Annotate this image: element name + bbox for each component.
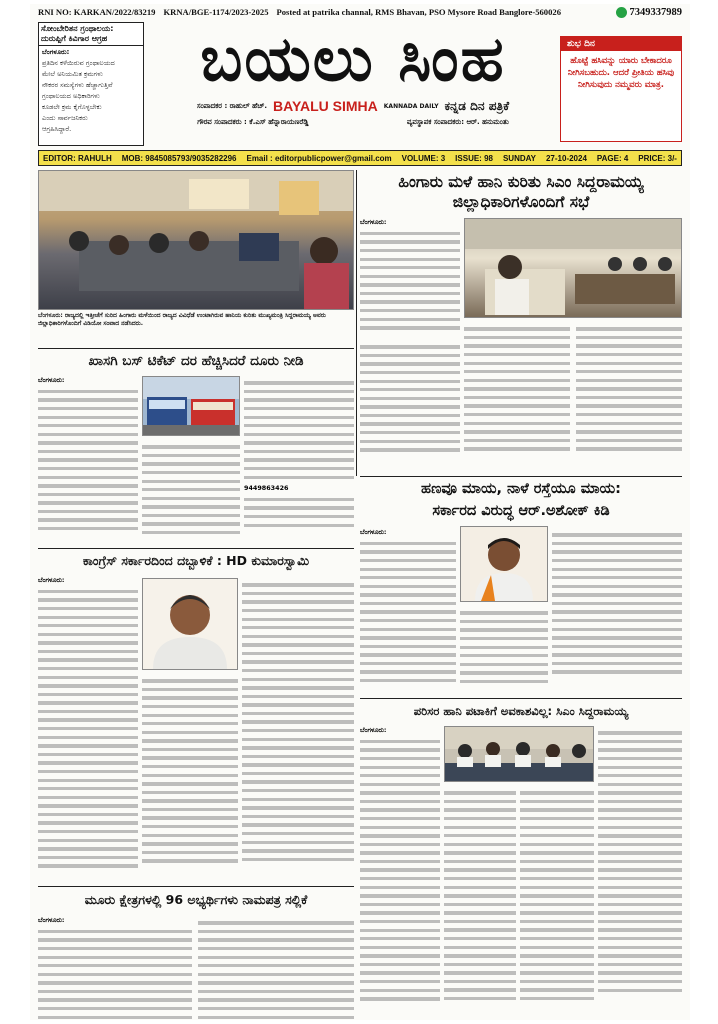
whatsapp-icon xyxy=(616,7,627,18)
bus-fare-body-col2 xyxy=(142,440,240,544)
cm-meeting-photo xyxy=(38,170,354,310)
info-price: PRICE: 3/- xyxy=(638,153,677,163)
cm-meeting-body-col1 xyxy=(360,218,460,338)
cm-meeting-body-col1b xyxy=(360,340,460,472)
left-box-line: ಗ್ರಂಥಾಲಯದ ಅಧಿಕಾರಿಗಳು xyxy=(42,92,100,100)
bypoll-dateline: ಬೆಂಗಳೂರು: xyxy=(38,916,65,924)
left-box-line: ಎಂದು ಸಾರ್ವಜನಿಕರು xyxy=(42,114,88,122)
managing-editor: ವ್ಯವಸ್ಥಾಪಕ ಸಂಪಾದಕರು: ಆರ್. ಹನುಮಂತು xyxy=(406,118,509,126)
buses-photo xyxy=(142,376,240,436)
ashok-portrait-art xyxy=(461,527,547,601)
editor-kannada: ಸಂಪಾದಕರ : ರಾಹುಲ್ ಹೆಚ್. xyxy=(196,101,268,110)
crackers-body-col2 xyxy=(444,786,516,1020)
bus-fare-dateline: ಬೆಂಗಳೂರು: xyxy=(38,376,65,384)
masthead-title: ಬಯಲು ಸಿಂಹ xyxy=(200,22,506,95)
thought-of-day-box xyxy=(560,36,682,142)
info-page: PAGE: 4 xyxy=(596,153,629,163)
left-box-line: ನೌಕರರ ಸಮಸ್ಯೆಗಳು ಹೆಚ್ಚಾಗುತ್ತಿವೆ xyxy=(42,81,113,89)
ashok-headline-1: ಹಣವೂ ಮಾಯ, ನಾಳೆ ರಸ್ತೆಯೂ ಮಾಯ: xyxy=(421,481,621,497)
info-email: Email : editorpublicpower@gmail.com xyxy=(246,153,392,163)
bus-fare-body-col1 xyxy=(38,376,138,544)
masthead-tagline: ಕನ್ನಡ ದಿನ ಪತ್ರಿಕೆ xyxy=(444,98,510,113)
ashok-headline-2: ಸರ್ಕಾರದ ವಿರುದ್ಧ ಆರ್.ಅಶೋಕ್ ಕಿಡಿ xyxy=(432,503,610,519)
ashok-body-col3 xyxy=(552,528,682,694)
section-rule xyxy=(38,348,354,349)
column-rule xyxy=(356,170,357,476)
cm-meeting-dateline: ಬೆಂಗಳೂರು: xyxy=(360,218,387,226)
ashok-body-col1 xyxy=(360,528,456,694)
buses-photo-art xyxy=(143,377,239,435)
cm-meeting-body-col2 xyxy=(464,322,570,472)
bus-fare-contact-number: 9449863426 xyxy=(244,484,289,493)
section-rule xyxy=(38,548,354,549)
cm-video-conference-photo xyxy=(464,218,682,318)
ashok-dateline: ಬೆಂಗಳೂರು: xyxy=(360,528,387,536)
info-mobile: MOB: 9845085793/9035282296 xyxy=(121,153,237,163)
section-rule xyxy=(360,698,682,699)
registration-strip xyxy=(38,4,682,20)
cm-meeting-body-col3 xyxy=(576,322,682,472)
masthead-subline xyxy=(148,98,558,114)
info-date: 27-10-2024 xyxy=(545,153,587,163)
krna-number: KRNA/BGE-1174/2023-2025 xyxy=(163,7,269,17)
ashok-photo xyxy=(460,526,548,602)
left-box-line: ಪ್ರತಿದಿನ ಕಳೆಯಿರುವ ಗ್ರಂಥಾಲಯದ xyxy=(42,59,115,67)
honorary-editor: ಗೌರವ ಸಂಪಾದಕರು : ಕೆ.ಎಸ್ ಹೆನ್ನಾರಾಯಣರೆಡ್ಡಿ xyxy=(197,118,309,126)
bus-fare-headline: ಖಾಸಗಿ ಬಸ್ ಟಿಕೆಟ್ ದರ ಹೆಚ್ಚಿಸಿದರೆ ದೂರು ನೀಡಿ xyxy=(88,353,304,369)
left-box-body xyxy=(42,47,140,145)
left-news-box xyxy=(38,22,144,146)
left-box-title: ಸೋಂಬೇರಿತನ ಗ್ರಂಥಾಲಯ: ದುರುಪ್ಪಿಗೆ ಕಿವಿಗಾರ ಆಗ್ರಹ xyxy=(39,23,143,46)
crackers-body-col3 xyxy=(520,786,594,1020)
crackers-photo-art xyxy=(445,727,593,781)
section-rule xyxy=(360,476,682,477)
crackers-dateline: ಬೆಂಗಳೂರು: xyxy=(360,726,387,734)
bypoll-body-col2 xyxy=(198,916,354,1020)
phone-text: 7349337989 xyxy=(629,6,682,18)
hdk-body-col2 xyxy=(142,674,238,882)
crackers-body-col4 xyxy=(598,726,682,1020)
masthead-english-title: BAYALU SIMHA xyxy=(273,98,378,114)
phone-number xyxy=(616,7,683,18)
info-day: SUNDAY xyxy=(502,153,536,163)
rni-number: RNI NO: KARKAN/2022/83219 xyxy=(38,7,156,17)
cm-meeting-caption: ಬೆಂಗಳೂರು: ರಾಜ್ಯದಲ್ಲಿ ಇತ್ತೀಚೆಗೆ ಸುರಿದ ಹಿಂಗಾರು ಮಳೆಯಿಂದ ರಾಜ್ಯದ ವಿವಿಧೆಡೆ ಉಂಟಾಗಿರುವ ಹಾನಿಯ ಕುರಿತು ಮುಖ್ಯಮಂತ್ರಿ ಸಿದ್ದರಾಮಯ್ಯ ಅವರು ಜಿಲ್ಲಾಧಿಕಾರಿಗಳೊಂದಿಗೆ ವಿಡಿಯೋ ಸಂವಾದ ನಡೆಸಿದರು. xyxy=(38,312,326,327)
info-bar xyxy=(38,150,682,166)
hdk-photo xyxy=(142,578,238,670)
section-rule xyxy=(38,886,354,887)
bus-fare-body-col3 xyxy=(244,376,354,544)
info-issue: ISSUE: 98 xyxy=(455,153,493,163)
hdk-body-col1 xyxy=(38,576,138,882)
hdk-headline: ಕಾಂಗ್ರೆಸ್ ಸರ್ಕಾರದಿಂದ ದಬ್ಬಾಳಿಕೆ : HD ಕುಮಾರಸ್ವಾಮಿ xyxy=(82,553,310,568)
crackers-headline: ಪರಿಸರ ಹಾನಿ ಪಟಾಕಿಗೆ ಅವಕಾಶವಿಲ್ಲ: ಸಿಎಂ ಸಿದ್ದರಾಮಯ್ಯ xyxy=(413,703,629,718)
newspaper-page xyxy=(30,4,690,1020)
bypoll-body-col1 xyxy=(38,916,192,1020)
cm-meeting-headline: ಹಿಂಗಾರು ಮಳೆ ಹಾನಿ ಕುರಿತು ಸಿಎಂ ಸಿದ್ದರಾಮಯ್ಯ ಜಿಲ್ಲಾಧಿಕಾರಿಗಳೊಂದಿಗೆ ಸಭೆ xyxy=(398,173,644,211)
hdk-portrait-art xyxy=(143,579,237,669)
info-volume: VOLUME: 3 xyxy=(401,153,446,163)
editors-line xyxy=(148,118,558,127)
posted-at: Posted at patrika channal, RMS Bhavan, PSO Mysore Road Banglore-560026 xyxy=(276,7,561,17)
crackers-body-col1 xyxy=(360,726,440,1020)
kannada-daily-label: KANNADA DAILY xyxy=(383,102,439,110)
masthead xyxy=(148,20,558,150)
ashok-body-col2 xyxy=(460,606,548,694)
bypoll-headline: ಮೂರು ಕ್ಷೇತ್ರಗಳಲ್ಲಿ 96 ಅಭ್ಯರ್ಥಿಗಳು ನಾಮಪತ್ರ ಸಲ್ಲಿಕೆ xyxy=(84,892,308,907)
cm-meeting-photo-art xyxy=(39,171,353,309)
hdk-body-col3 xyxy=(242,578,354,882)
crackers-meeting-photo xyxy=(444,726,594,782)
conference-photo-art xyxy=(465,219,681,317)
thought-box-text: ಹೊಟ್ಟೆ ಹಸಿವನ್ನು ಯಾರು ಬೇಕಾದರೂ ನೀಗಿಸಬಹುದು. ಆದರೆ ಪ್ರೀತಿಯ ಹಸಿವು ನೀಗಿಸುವುದು ನಮ್ಮವರು ಮಾತ್ರ. xyxy=(567,56,675,90)
thought-box-title: ಶುಭ ದಿನ xyxy=(561,37,681,51)
left-box-line: ಬೆಂಗಳೂರು: xyxy=(42,48,70,56)
left-box-line: ಮೇಲೆ ಅನಿಯಮಿತ ಕ್ರಮಗಳು xyxy=(42,70,103,78)
hdk-dateline: ಬೆಂಗಳೂರು: xyxy=(38,576,65,584)
left-box-line: ಆಗ್ರಹಿಸಿದ್ದಾರೆ. xyxy=(42,125,72,133)
info-editor: EDITOR: RAHULH xyxy=(43,153,112,163)
left-box-line: ಕೂಡಲೇ ಕ್ರಮ ಕೈಗೊಳ್ಳಬೇಕು xyxy=(42,103,102,111)
